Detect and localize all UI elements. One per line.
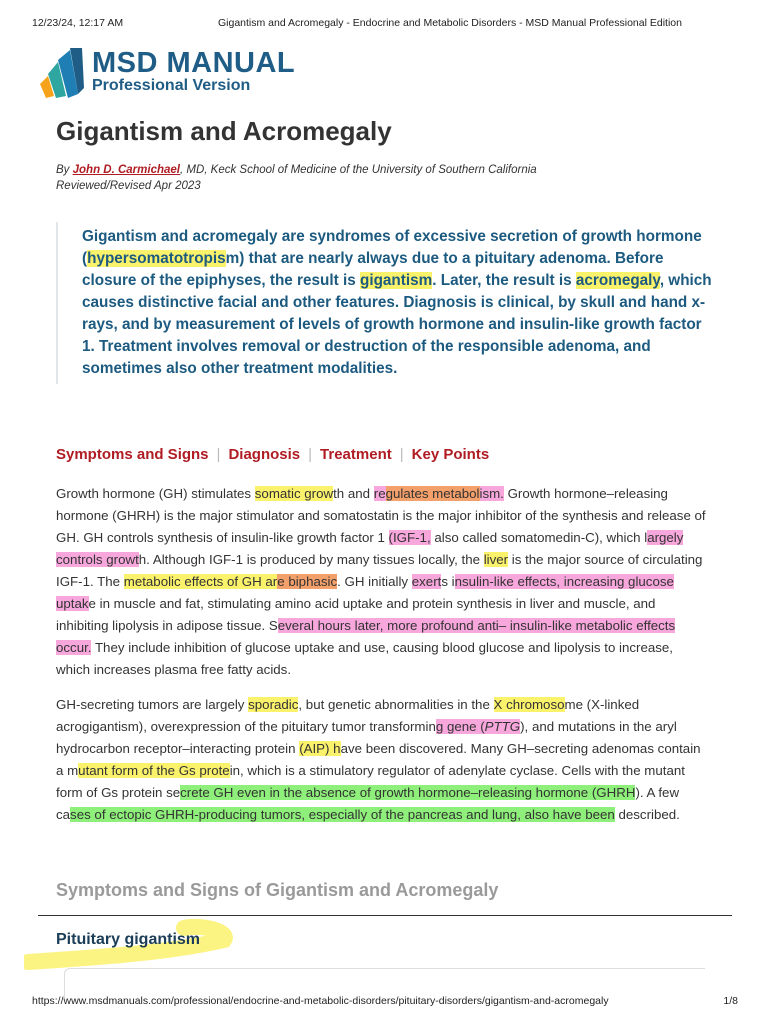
author-link[interactable]: John D. Carmichael xyxy=(72,164,180,176)
highlight-yellow: sporadic xyxy=(248,697,299,712)
highlight-orange: gulates metabol xyxy=(385,486,480,501)
text-run: e in muscle and fat, stimulating amino acid uptake and protein synthesis in liver and muscle, and inhibiting lipolysis in adipose tissue. S xyxy=(56,596,656,633)
highlight-yellow: hypersomatotropis xyxy=(87,250,226,267)
text-run: , but genetic abnormalities in the xyxy=(298,697,494,712)
text-run: h. Although IGF-1 is produced by many tissues locally, the xyxy=(138,552,484,567)
section-jump-links xyxy=(56,446,489,463)
highlight-pink: everal hours later, more profound anti– insulin-like metabolic effects occur. xyxy=(56,618,676,655)
text-run: described. xyxy=(614,807,680,822)
text-run: s i xyxy=(441,574,455,589)
section-heading: Symptoms and Signs of Gigantism and Acromegaly xyxy=(56,880,499,900)
summary-text: m) that are nearly always due to a pituitary adenoma. Before closure of the epiphyses, the result is xyxy=(82,250,664,289)
separator: | xyxy=(216,446,221,463)
msd-manual-logo[interactable] xyxy=(38,44,318,104)
logo-subtitle: Professional Version xyxy=(92,77,251,94)
subsection-heading: Pituitary gigantism xyxy=(56,931,201,948)
highlight-orange: e biphasic xyxy=(277,574,338,589)
byline xyxy=(56,162,537,194)
highlight-yellow: acromegaly xyxy=(575,272,660,289)
highlight-yellow: (AIP) h xyxy=(299,741,341,756)
text-run: me (X-linked acrogigantism), overexpression of the pituitary tumor transformin xyxy=(56,697,640,734)
highlight-yellow: metabolic effects of GH ar xyxy=(123,574,278,589)
msd-logo-icon xyxy=(38,48,86,98)
highlight-pink: exert xyxy=(411,574,442,589)
paragraph-growth-hormone xyxy=(56,483,710,681)
text-run: Growth hormone–releasing hormone (GHRH) is the major stimulator and somatostatin is the major inhibitor of the synthesis and release of GH. GH controls synthesis of insulin-like growth factor 1 xyxy=(56,486,706,545)
jump-link-symptoms[interactable]: Symptoms and Signs xyxy=(56,446,209,463)
article-summary xyxy=(56,222,718,384)
highlight-pink: argely controls growt xyxy=(56,530,684,567)
logo-wordmark: MSD MANUAL xyxy=(92,47,296,79)
text-run: in, which is a stimulatory regulator of adenylate cyclase. Cells with the mutant form of Gs protein se xyxy=(56,763,685,800)
paragraph-gh-tumors xyxy=(56,694,710,826)
text-run: is the major source of circulating IGF-1. The xyxy=(56,552,703,589)
jump-link-key-points[interactable]: Key Points xyxy=(411,446,490,463)
reviewed-date: Reviewed/Revised Apr 2023 xyxy=(56,180,201,192)
print-date: 12/23/24, 12:17 AM xyxy=(32,17,124,29)
highlight-green: crete GH even in the absence of growth hormone–releasing hormone (GHRH xyxy=(180,785,636,800)
highlight-green: ses of ectopic GHRH-producing tumors, especially of the pancreas and lung, also have been xyxy=(70,807,615,822)
separator: | xyxy=(399,446,404,463)
highlight-yellow: gigantism xyxy=(359,272,433,289)
text-run: th and xyxy=(333,486,374,501)
summary-text: , which causes distinctive facial and other features. Diagnosis is clinical, by skull and hand x-rays, and by measurement of levels of growth hormone and insulin-like growth factor 1. Treatment involves removal or destruction of the responsible adenoma, and sometimes also other treatment modalities. xyxy=(82,272,712,377)
divider xyxy=(38,915,732,916)
summary-text: . Later, the result is xyxy=(432,272,576,289)
text-run: Growth hormone (GH) stimulates xyxy=(56,486,255,501)
text-run: . GH initially xyxy=(337,574,412,589)
article-title: Gigantism and Acromegaly xyxy=(56,116,392,146)
text-run: also called somatomedin-C), which l xyxy=(430,530,648,545)
highlight-yellow: X chromoso xyxy=(493,697,565,712)
page-number: 1/8 xyxy=(723,995,738,1007)
text-run: They include inhibition of glucose uptake and use, causing blood glucose and lipolysis to increase, which increases plasma free fatty acids. xyxy=(56,640,673,677)
highlight-pink: re xyxy=(373,486,386,501)
highlight-yellow: liver xyxy=(483,552,509,567)
separator: | xyxy=(308,446,313,463)
highlight-pink: (IGF-1, xyxy=(388,530,431,545)
highlight-yellow: somatic grow xyxy=(254,486,334,501)
text-run: ave been discovered. Many GH–secreting adenomas contain a m xyxy=(56,741,701,778)
print-url: https://www.msdmanuals.com/professional/endocrine-and-metabolic-disorders/pituitary-disorders/gigantism-and-acromegaly xyxy=(32,995,609,1007)
highlight-pink-italic: PTTG xyxy=(484,719,521,734)
highlight-pink: ism. xyxy=(479,486,504,501)
text-run: ). A few ca xyxy=(56,785,680,822)
text-run: ), and mutations in the aryl hydrocarbon receptor–interacting protein xyxy=(56,719,677,756)
highlight-pink: nsulin-like effects, increasing glucose uptak xyxy=(56,574,674,611)
print-page-title: Gigantism and Acromegaly - Endocrine and Metabolic Disorders - MSD Manual Professional Edition xyxy=(218,17,682,29)
jump-link-diagnosis[interactable]: Diagnosis xyxy=(228,446,301,463)
highlight-yellow: utant form of the Gs prote xyxy=(78,763,230,778)
summary-text: Gigantism and acromegaly are syndromes of excessive secretion of growth hormone ( xyxy=(82,228,702,267)
byline-prefix: By xyxy=(56,164,73,176)
highlight-pink: g gene ( xyxy=(435,719,485,734)
text-run: GH-secreting tumors are largely xyxy=(56,697,249,712)
author-affiliation: , MD, Keck School of Medicine of the University of Southern California xyxy=(180,164,537,176)
jump-link-treatment[interactable]: Treatment xyxy=(320,446,392,463)
